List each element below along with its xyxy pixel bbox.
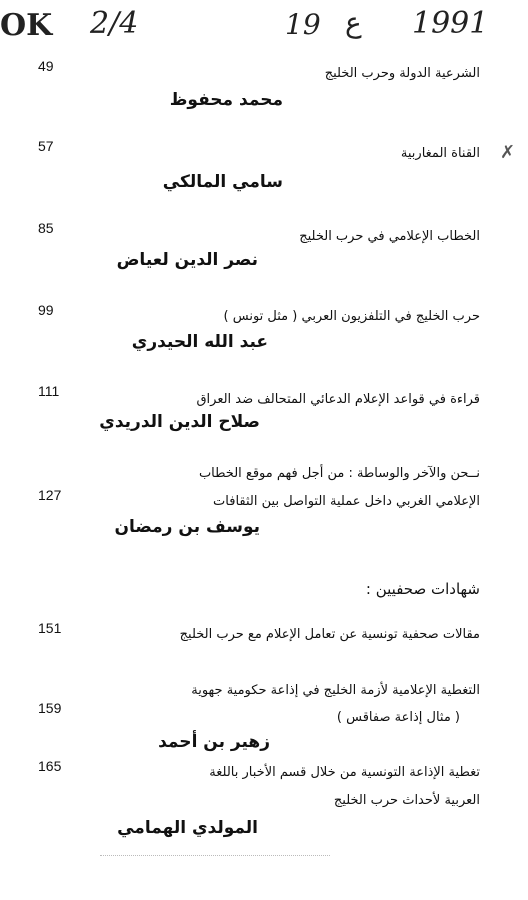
header-number: 19 bbox=[285, 8, 321, 41]
entry-page-number: 99 bbox=[38, 302, 54, 318]
entry-title-line1: نــحن والآخر والوساطة : من أجل فهم موقع الخطاب bbox=[198, 466, 480, 481]
entry-page-number: 111 bbox=[38, 383, 60, 399]
entry-author: محمد محفوظ bbox=[169, 90, 283, 110]
entry-author: نصر الدين لعياض bbox=[116, 250, 258, 270]
faint-scan-dots bbox=[100, 855, 330, 856]
entry-page-number: 127 bbox=[38, 487, 62, 503]
entry-title-line2: الإعلامي الغربي داخل عملية التواصل بين الثقافات bbox=[213, 494, 480, 509]
entry-title: الخطاب الإعلامي في حرب الخليج bbox=[299, 229, 480, 244]
entry-title: حرب الخليج في التلفزيون العربي ( مثل تونس ) bbox=[223, 309, 480, 324]
entry-title-line1: التغطية الإعلامية لأزمة الخليج في إذاعة حكومية جهوية bbox=[191, 683, 480, 698]
section-heading: شهادات صحفيين : bbox=[365, 580, 480, 598]
entry-page-number: 57 bbox=[38, 138, 54, 154]
entry-author: صلاح الدين الدريدي bbox=[99, 412, 260, 432]
entry-title: مقالات صحفية تونسية عن تعامل الإعلام مع حرب الخليج bbox=[179, 627, 480, 642]
header-year: 1991 bbox=[412, 6, 489, 41]
entry-title-line2: ( مثال إذاعة صفاقس ) bbox=[336, 710, 460, 725]
entry-page-number: 85 bbox=[38, 220, 54, 236]
entry-title: القناة المغاربية bbox=[400, 146, 480, 161]
header-fraction: 2/4 bbox=[90, 6, 139, 41]
header-letter: ع bbox=[345, 6, 362, 39]
entry-title-line1: تغطية الإذاعة التونسية من خلال قسم الأخبار باللغة bbox=[209, 765, 480, 780]
entry-page-number: 151 bbox=[38, 620, 62, 636]
entry-author: سامي المالكي bbox=[162, 172, 283, 192]
entry-author: يوسف بن رمضان bbox=[114, 517, 260, 537]
header-ok-mark: OK bbox=[0, 8, 53, 43]
entry-page-number: 165 bbox=[38, 758, 62, 774]
entry-author: عبد الله الحيدري bbox=[131, 332, 268, 352]
handwritten-check-mark: ✗ bbox=[500, 142, 516, 163]
entry-title: قراءة في قواعد الإعلام الدعائي المتحالف ضد العراق bbox=[196, 392, 480, 407]
entry-page-number: 159 bbox=[38, 700, 62, 716]
entry-title-line2: العربية لأحداث حرب الخليج bbox=[333, 793, 480, 808]
entry-page-number: 49 bbox=[38, 58, 54, 74]
entry-author: زهير بن أحمد bbox=[158, 732, 270, 752]
entry-author: المولدي الهمامي bbox=[117, 818, 258, 838]
entry-title: الشرعية الدولة وحرب الخليج bbox=[324, 66, 480, 81]
